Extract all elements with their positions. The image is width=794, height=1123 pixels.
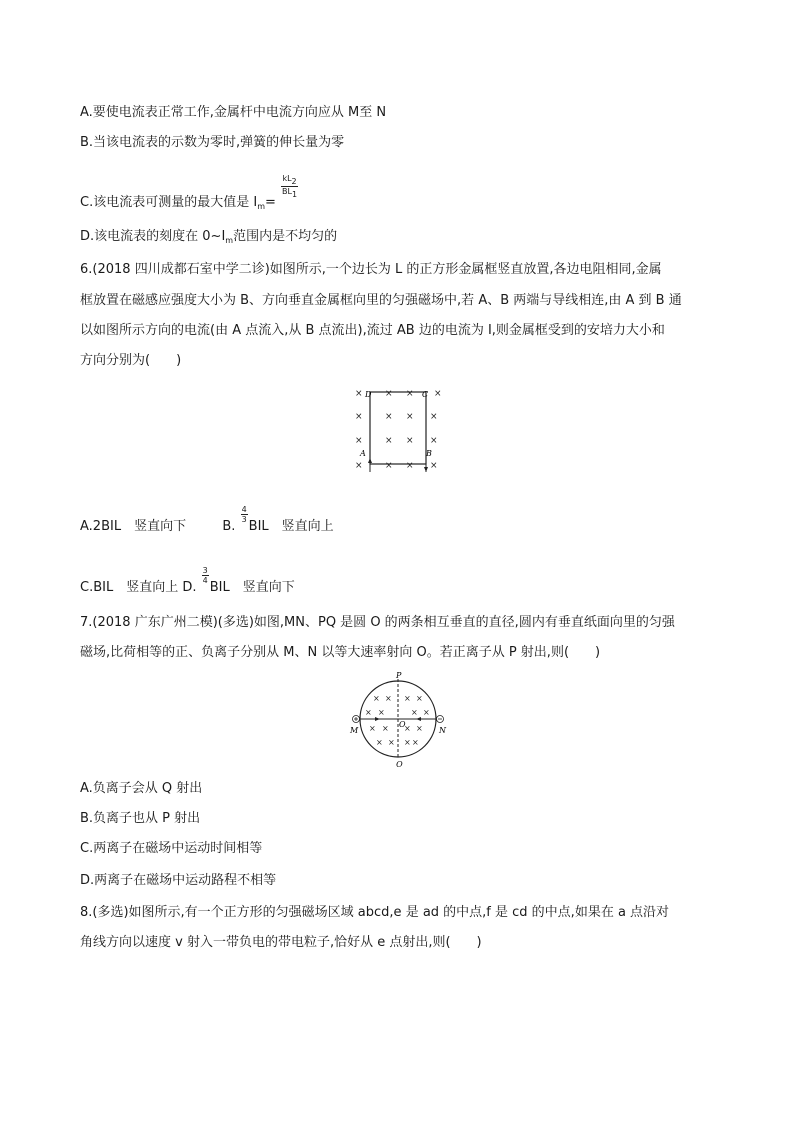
q6-option-d-prefix: D.	[182, 580, 197, 595]
q5-option-c	[80, 174, 299, 216]
label-d: D	[365, 390, 372, 399]
svg-text:×: ×	[388, 738, 395, 747]
label-q: Q	[396, 760, 403, 767]
q6-square-frame-figure	[352, 384, 444, 472]
svg-text:×: ×	[382, 724, 389, 733]
svg-text:×: ×	[416, 694, 423, 703]
q6-stem-line4: 方向分别为( )	[80, 353, 182, 368]
svg-text:×: ×	[378, 708, 385, 717]
frac-den: BL	[282, 187, 292, 196]
q6-option-c	[80, 566, 295, 597]
q6-option-a-text: A.2BIL 竖直向下	[80, 519, 187, 534]
q5-option-d-suffix: 范围内是不均匀的	[233, 229, 338, 244]
q7-stem-line1: 7.(2018 广东广州二模)(多选)如图,MN、PQ 是圆 O 的两条相互垂直的直径,圆内有垂直纸面向里的匀强	[80, 615, 675, 630]
svg-text:×: ×	[373, 694, 380, 703]
frac-num: kL	[282, 174, 292, 183]
svg-text:×: ×	[406, 412, 414, 422]
label-c: C	[422, 390, 429, 399]
svg-text:×: ×	[385, 461, 393, 471]
frac-den: 4	[202, 576, 208, 585]
q5-option-d-prefix: D.该电流表的刻度在 0~I	[80, 229, 226, 244]
q5-option-b: B.当该电流表的示数为零时,弹簧的伸长量为零	[80, 135, 345, 150]
label-o: O	[399, 720, 406, 729]
svg-text:×: ×	[365, 708, 372, 717]
svg-text:×: ×	[355, 389, 363, 399]
svg-text:×: ×	[430, 461, 438, 471]
label-a: A	[360, 449, 366, 458]
q7-circle-field-figure	[346, 671, 448, 767]
q6-option-b-prefix: B.	[222, 519, 236, 534]
q5-option-d	[80, 228, 337, 250]
svg-text:×: ×	[406, 389, 414, 399]
q7-option-d: D.两离子在磁场中运动路程不相等	[80, 873, 277, 888]
magnetic-field-crosses	[355, 389, 442, 471]
svg-text:×: ×	[369, 724, 376, 733]
svg-text:×: ×	[355, 461, 363, 471]
svg-text:×: ×	[385, 694, 392, 703]
svg-text:×: ×	[385, 412, 393, 422]
svg-text:×: ×	[376, 738, 383, 747]
q6-option-d-suffix: BIL 竖直向下	[209, 580, 295, 595]
q5-option-c-sub: m	[257, 202, 265, 211]
metal-frame	[370, 390, 429, 464]
q6-stem-line3: 以如图所示方向的电流(由 A 点流入,从 B 点流出),流过 AB 边的电流为 I,则金属框受到的安培力大小和	[80, 323, 665, 338]
q8-stem-line2: 角线方向以速度 v 射入一带负电的带电粒子,恰好从 e 点射出,则( )	[80, 935, 482, 950]
q6-stem-line1: 6.(2018 四川成都石室中学二诊)如图所示,一个边长为 L 的正方形金属框竖直放置,各边电阻相同,金属	[80, 262, 662, 277]
q5-option-c-eq: =	[264, 195, 276, 210]
svg-text:×: ×	[430, 436, 438, 446]
svg-text:×: ×	[385, 436, 393, 446]
svg-text:×: ×	[404, 738, 411, 747]
svg-text:×: ×	[434, 389, 442, 399]
frac-num: 3	[202, 566, 208, 575]
q6-option-b-fraction	[241, 505, 248, 524]
svg-text:×: ×	[355, 436, 363, 446]
svg-text:×: ×	[355, 412, 363, 422]
q7-option-c: C.两离子在磁场中运动时间相等	[80, 841, 263, 856]
q7-stem-line2: 磁场,比荷相等的正、负离子分别从 M、N 以等大速率射向 O。若正离子从 P 射出,则( )	[80, 645, 601, 660]
q5-option-d-sub: m	[225, 236, 234, 245]
svg-text:×: ×	[412, 738, 419, 747]
q5-option-a: A.要使电流表正常工作,金属杆中电流方向应从 M至 N	[80, 105, 387, 120]
svg-text:×: ×	[385, 389, 393, 399]
q8-stem-line1: 8.(多选)如图所示,有一个正方形的匀强磁场区域 abcd,e 是 ad 的中点,f 是 cd 的中点,如果在 a 点沿对	[80, 905, 670, 920]
q5-option-c-fraction	[281, 174, 298, 199]
label-n: N	[439, 726, 446, 735]
frac-num: 4	[241, 505, 247, 514]
label-b: B	[426, 449, 432, 458]
svg-text:×: ×	[404, 724, 411, 733]
svg-text:×: ×	[406, 436, 414, 446]
frac-num-sub: 2	[291, 177, 297, 186]
q6-stem-line2: 框放置在磁感应强度大小为 B、方向垂直金属框向里的匀强磁场中,若 A、B 两端与导线相连,由 A 到 B 通	[80, 293, 682, 308]
svg-text:×: ×	[430, 412, 438, 422]
q7-option-a: A.负离子会从 Q 射出	[80, 781, 203, 796]
q7-option-b: B.负离子也从 P 射出	[80, 811, 201, 826]
q6-option-b-suffix: BIL 竖直向上	[248, 519, 334, 534]
q6-option-a	[80, 505, 334, 536]
label-p: P	[396, 671, 402, 680]
q6-option-c-text: C.BIL 竖直向上	[80, 580, 179, 595]
svg-text:×: ×	[404, 694, 411, 703]
frac-den-sub: 1	[291, 190, 298, 199]
q6-option-d-fraction	[202, 566, 209, 585]
label-m: M	[350, 726, 359, 735]
svg-text:×: ×	[406, 461, 414, 471]
svg-text:×: ×	[423, 708, 430, 717]
svg-text:×: ×	[416, 724, 423, 733]
frac-den: 3	[241, 515, 247, 524]
q5-option-c-prefix: C.该电流表可测量的最大值是 I	[80, 195, 258, 210]
svg-text:×: ×	[411, 708, 418, 717]
